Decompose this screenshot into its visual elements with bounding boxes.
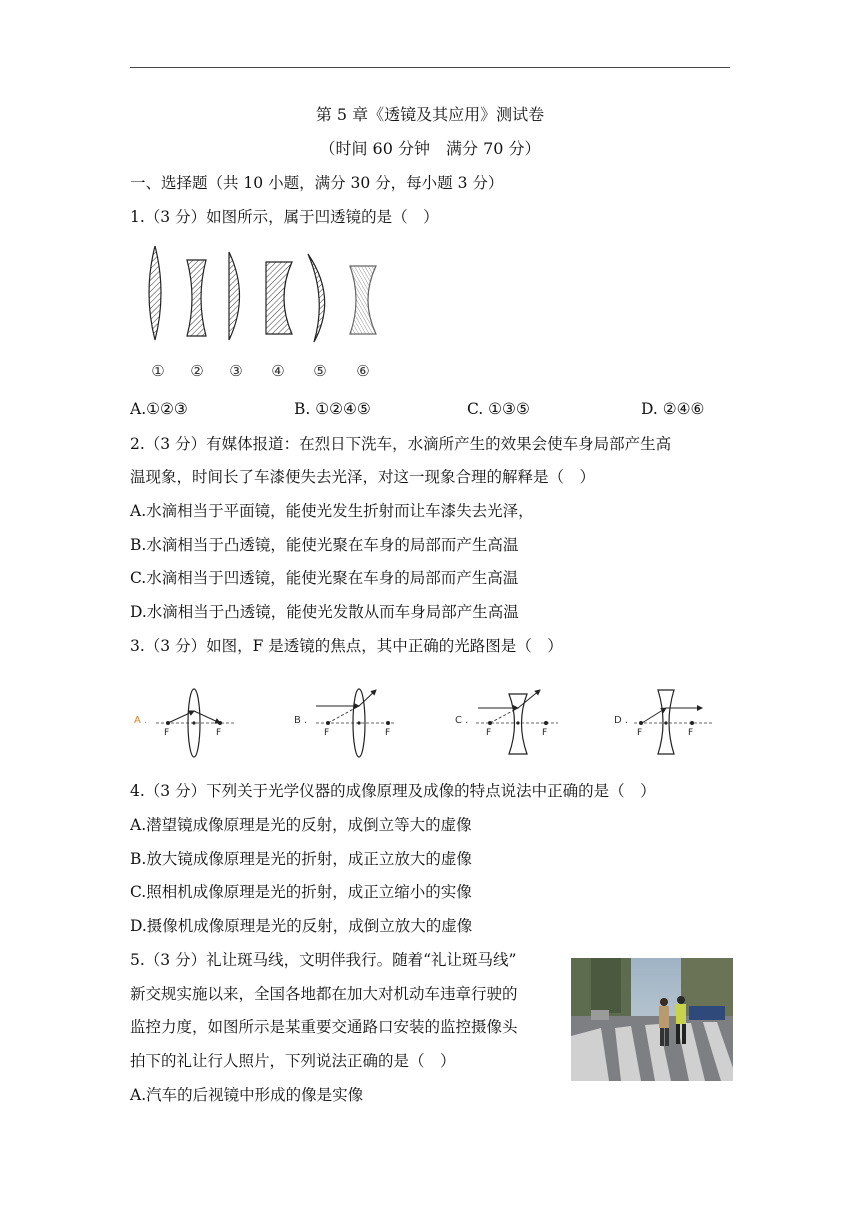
- diagram-d-label: D .: [614, 715, 629, 726]
- fig1-label-5: ⑤: [313, 362, 327, 380]
- lens-1-biconvex: [149, 246, 161, 340]
- diagram-d-focus-right: F: [688, 728, 694, 738]
- fig1-label-4: ④: [271, 362, 285, 380]
- header-rule: [130, 67, 730, 68]
- page-title: 第 5 章《透镜及其应用》测试卷: [315, 105, 545, 124]
- diagram-a-focus-left: F: [164, 728, 170, 738]
- diagram-b-focus-right: F: [385, 728, 391, 738]
- q2-option-d: D.水滴相当于凸透镜，能使光发散从而车身局部产生高温: [130, 603, 519, 621]
- diagram-c: [455, 690, 558, 754]
- crosswalk-photo: [571, 958, 733, 1081]
- lens-5-meniscus: [308, 254, 325, 342]
- q1-option-c: C. ①③⑤: [467, 400, 530, 418]
- q5-stem-line2: 新交规实施以来，全国各地都在加大对机动车违章行驶的: [130, 985, 518, 1003]
- q2-stem-line1: 2.（3 分）有媒体报道：在烈日下洗车，水滴所产生的效果会使车身局部产生高: [130, 435, 672, 453]
- q4-option-c: C.照相机成像原理是光的折射，成正立缩小的实像: [130, 883, 472, 901]
- q5-option-a: A.汽车的后视镜中形成的像是实像: [130, 1086, 364, 1104]
- fig1-label-1: ①: [151, 362, 165, 380]
- q5-stem-line1: 5.（3 分）礼让斑马线，文明伴我行。随着“礼让斑马线”: [130, 951, 517, 969]
- q2-option-b: B.水滴相当于凸透镜，能使光聚在车身的局部而产生高温: [130, 536, 519, 554]
- q5-stem-line4: 拍下的礼让行人照片，下列说法正确的是（ ）: [130, 1052, 456, 1070]
- diagram-c-label: C .: [455, 715, 469, 726]
- lens-4-plano-concave: [266, 262, 292, 334]
- diagram-a: [134, 689, 236, 757]
- q4-option-b: B.放大镜成像原理是光的折射，成正立放大的虚像: [130, 850, 472, 868]
- q4-option-d: D.摄像机成像原理是光的反射，成倒立放大的虚像: [130, 917, 473, 935]
- q2-stem-line2: 温现象，时间长了车漆便失去光泽，对这一现象合理的解释是（ ）: [130, 468, 596, 486]
- q4-option-a: A.潜望镜成像原理是光的反射，成倒立等大的虚像: [130, 816, 472, 834]
- q2-option-c: C.水滴相当于凹透镜，能使光聚在车身的局部而产生高温: [130, 569, 519, 587]
- diagram-c-focus-left: F: [486, 728, 492, 738]
- q3-stem: 3.（3 分）如图，F 是透镜的焦点，其中正确的光路图是（ ）: [130, 637, 563, 655]
- diagram-a-label: A .: [134, 715, 148, 726]
- diagram-b-label: B .: [294, 715, 308, 726]
- q2-option-a: A.水滴相当于平面镜，能使光发生折射而让车漆失去光泽，: [130, 502, 534, 520]
- q5-stem-line3: 监控力度，如图所示是某重要交通路口安装的监控摄像头: [130, 1018, 518, 1036]
- fig1-label-3: ③: [229, 362, 243, 380]
- diagram-b: [294, 689, 396, 757]
- lens-3-plano-convex: [229, 252, 240, 340]
- lens-6-meniscus-concave: [350, 266, 376, 334]
- fig1-label-2: ②: [190, 362, 204, 380]
- lens-shapes-figure: [130, 238, 400, 386]
- diagram-c-focus-right: F: [542, 728, 548, 738]
- q4-stem: 4.（3 分）下列关于光学仪器的成像原理及成像的特点说法中正确的是（ ）: [130, 782, 656, 800]
- diagram-a-focus-right: F: [216, 728, 222, 738]
- q1-stem: 1.（3 分）如图所示，属于凹透镜的是（ ）: [130, 208, 439, 226]
- diagram-d: [614, 690, 712, 754]
- q1-option-b: B. ①②④⑤: [294, 400, 371, 418]
- diagram-b-focus-left: F: [324, 728, 330, 738]
- q1-option-d: D. ②④⑥: [641, 400, 705, 418]
- diagram-d-focus-left: F: [637, 728, 643, 738]
- section-heading: 一、选择题（共 10 小题，满分 30 分，每小题 3 分）: [130, 174, 504, 192]
- q1-option-a: A.①②③: [130, 400, 188, 418]
- lens-2-biconcave: [187, 260, 206, 336]
- ray-diagram-figure: [128, 682, 728, 762]
- fig1-label-6: ⑥: [356, 362, 370, 380]
- page-subtitle: （时间 60 分钟 满分 70 分）: [319, 139, 541, 158]
